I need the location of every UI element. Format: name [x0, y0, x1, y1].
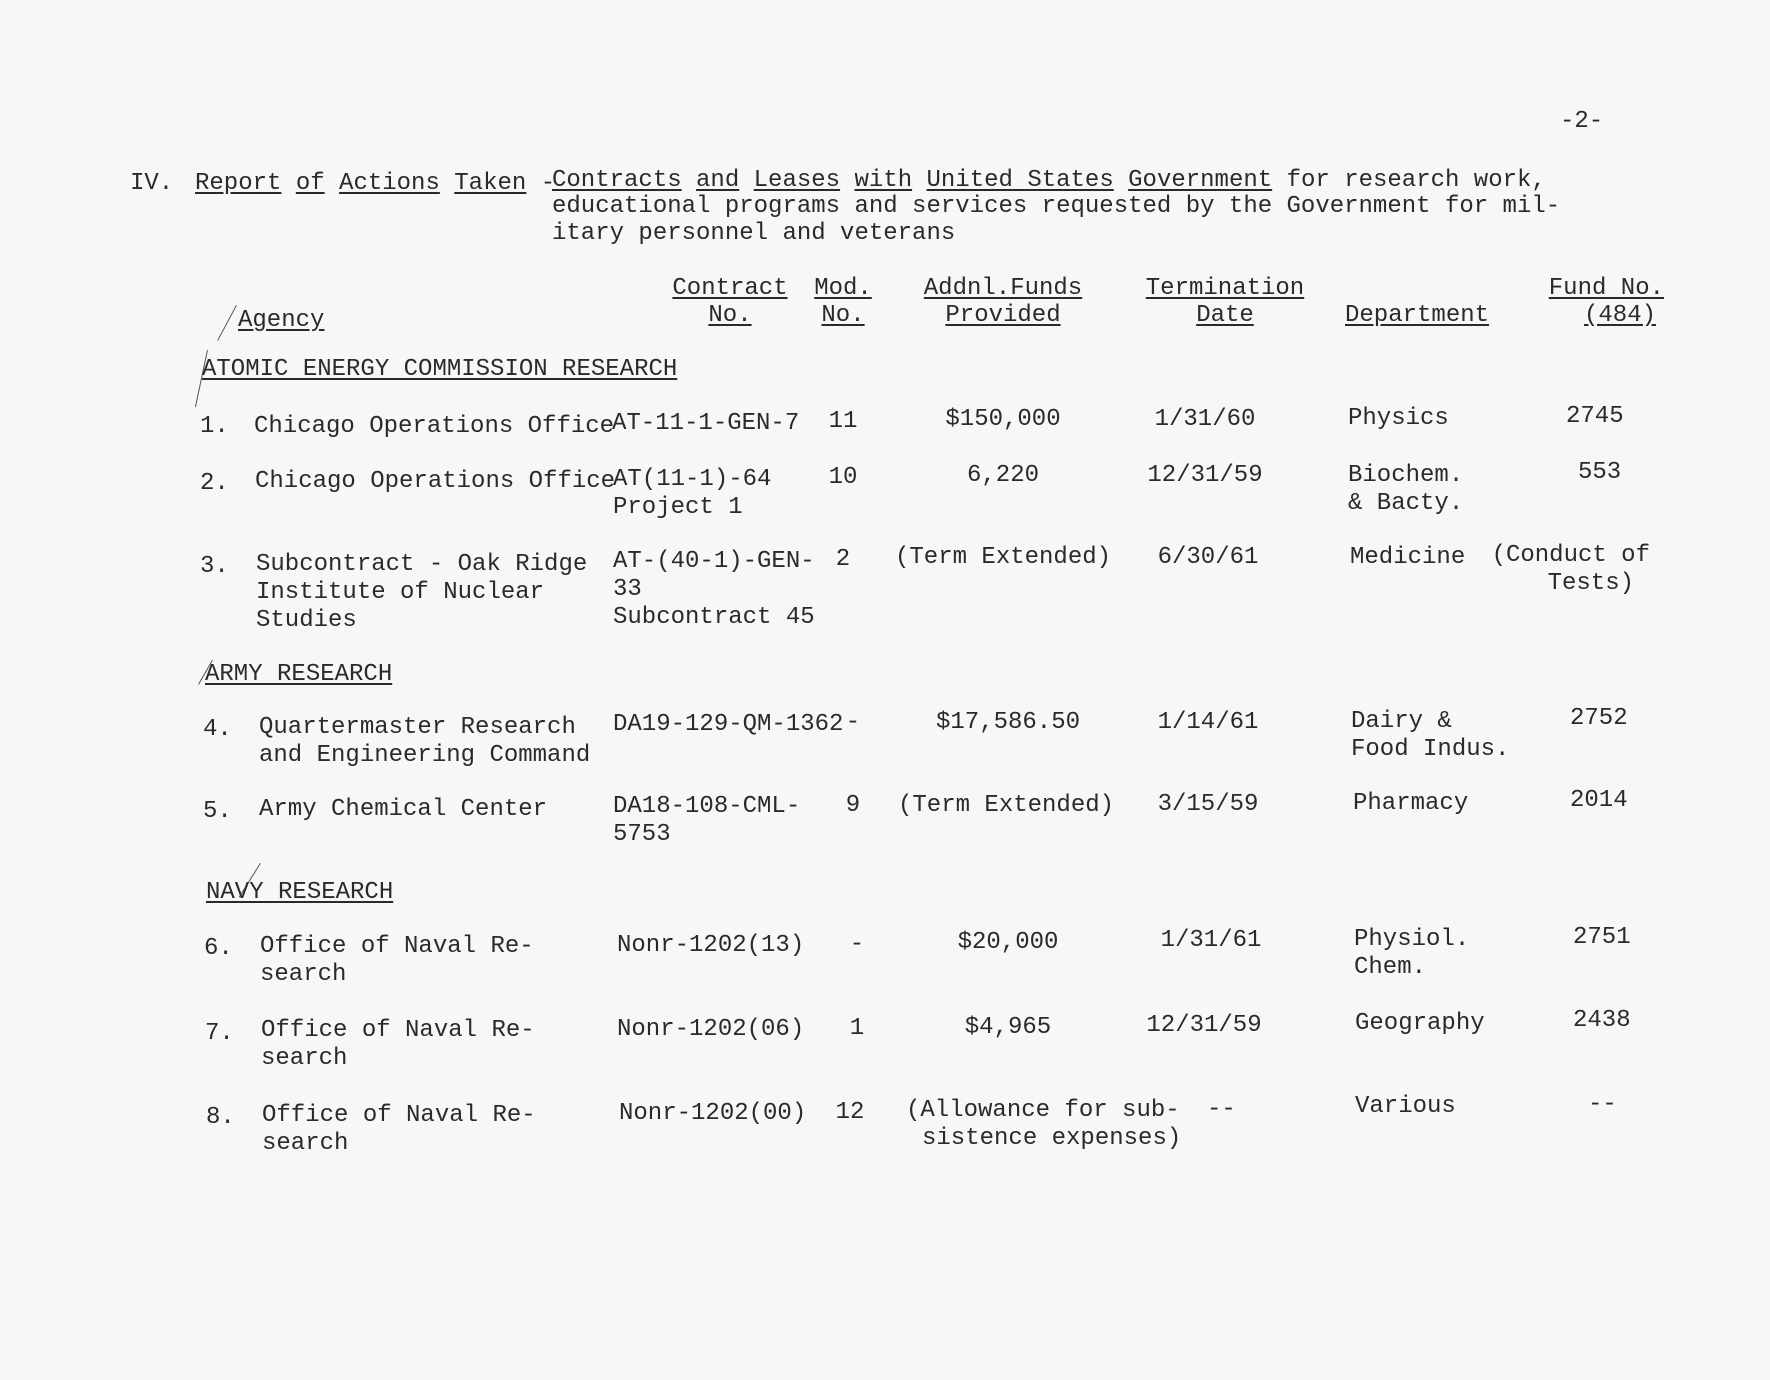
row-num: 3.	[200, 553, 229, 580]
row-fund-no-line: Tests)	[1547, 570, 1634, 597]
row-fund-no: 2014	[1570, 787, 1628, 814]
row-mod: 1	[849, 1015, 865, 1042]
row-agency: Army Chemical Center	[259, 796, 548, 823]
title-dash: -	[540, 170, 556, 197]
row-mod: 11	[828, 408, 858, 435]
row-agency-line: Office of Naval Re-	[261, 1017, 535, 1044]
row-termination: 1/31/61	[1160, 927, 1262, 954]
col-contract-line: No.	[708, 302, 752, 329]
row-agency	[260, 933, 534, 989]
row-agency-line: search	[262, 1130, 349, 1157]
row-department-line: Chem.	[1354, 954, 1427, 981]
col-mod-line: Mod.	[814, 275, 872, 302]
row-funds: (Term Extended)	[898, 792, 1115, 819]
title-word: Report	[195, 170, 282, 197]
row-department	[1354, 926, 1469, 982]
row-department	[1351, 708, 1509, 764]
row-fund-no: 2438	[1573, 1007, 1631, 1034]
row-termination: 12/31/59	[1147, 462, 1263, 489]
col-mod-line: No.	[821, 302, 865, 329]
subject-word: and	[696, 167, 740, 194]
title-word: Taken	[454, 170, 527, 197]
section-numeral: IV.	[130, 170, 174, 197]
row-agency: Chicago Operations Office	[255, 468, 616, 495]
row-mod: -	[845, 709, 861, 736]
report-title	[195, 170, 555, 198]
row-contract	[613, 793, 800, 849]
col-mod	[808, 275, 878, 329]
row-termination: 3/15/59	[1157, 791, 1259, 818]
check-mark	[217, 305, 237, 341]
group-heading-army: ARMY RESEARCH	[205, 661, 393, 688]
row-fund-no: 2745	[1566, 403, 1624, 430]
subject-word: with	[854, 167, 913, 194]
row-department-line: Dairy &	[1351, 708, 1452, 735]
row-agency	[259, 714, 590, 770]
row-department: Physics	[1348, 405, 1449, 432]
row-contract: Nonr-1202(00)	[619, 1100, 807, 1127]
row-agency-line: Subcontract - Oak Ridge	[256, 551, 588, 578]
row-department	[1348, 462, 1463, 518]
row-fund-no-line: (Conduct of	[1491, 542, 1650, 569]
row-mod: -	[849, 931, 865, 958]
row-funds: $4,965	[964, 1014, 1052, 1041]
row-contract-line: DA18-108-CML-	[613, 793, 801, 820]
row-contract: Nonr-1202(13)	[617, 932, 805, 959]
row-department: Medicine	[1350, 544, 1466, 571]
row-contract: AT-11-1-GEN-7	[612, 410, 800, 437]
row-department-line: & Bacty.	[1348, 490, 1464, 517]
row-funds: $17,586.50	[935, 709, 1081, 736]
row-agency-line: Studies	[256, 607, 357, 634]
report-subject-line-2: educational programs and services requested by the Government for mil-	[552, 193, 1561, 220]
row-num: 6.	[204, 935, 233, 962]
row-fund-no: 2751	[1573, 924, 1631, 951]
row-department-line: Biochem.	[1348, 462, 1464, 489]
row-agency-line: Office of Naval Re-	[262, 1102, 536, 1129]
report-subject-line-3: itary personnel and veterans	[552, 220, 956, 247]
row-department: Pharmacy	[1353, 790, 1469, 817]
col-funds	[918, 275, 1088, 329]
page-number: -2-	[1560, 108, 1604, 135]
row-num: 7.	[205, 1020, 234, 1047]
row-funds: 6,220	[966, 462, 1039, 489]
row-agency	[261, 1017, 535, 1073]
row-agency	[256, 551, 587, 635]
row-fund-no	[1490, 542, 1650, 598]
row-termination: 1/31/60	[1154, 406, 1256, 433]
row-fund-no: 553	[1578, 459, 1622, 486]
col-fund-no	[1520, 275, 1664, 329]
row-agency-line: search	[260, 961, 347, 988]
row-contract-line: 5753	[613, 821, 671, 848]
row-termination: 1/14/61	[1157, 709, 1259, 736]
row-funds: $150,000	[945, 406, 1061, 433]
col-fund-no-line: Fund No.	[1548, 275, 1664, 302]
group-heading-navy: NAVY RESEARCH	[206, 879, 394, 906]
row-contract-line: AT(11-1)-64	[613, 466, 772, 493]
row-contract-line: Project 1	[613, 494, 743, 521]
row-num: 5.	[203, 798, 232, 825]
subject-rest: for research work,	[1286, 167, 1546, 194]
row-funds-line: sistence expenses)	[922, 1125, 1182, 1152]
row-mod: 9	[845, 792, 861, 819]
col-contract	[665, 275, 795, 329]
row-termination: 12/31/59	[1146, 1012, 1262, 1039]
title-word: of	[295, 170, 325, 197]
row-contract-line: 33	[613, 576, 642, 603]
col-termination	[1130, 275, 1320, 329]
row-termination: 6/30/61	[1157, 544, 1259, 571]
subject-word: Contracts	[552, 167, 682, 194]
row-funds-line: (Allowance for sub-	[906, 1097, 1180, 1124]
row-contract	[613, 548, 815, 632]
row-num: 8.	[206, 1104, 235, 1131]
col-fund-no-line: (484)	[1583, 302, 1656, 329]
row-num: 4.	[203, 716, 232, 743]
group-heading-aec: ATOMIC ENERGY COMMISSION RESEARCH	[202, 356, 678, 383]
row-fund-no: 2752	[1570, 705, 1628, 732]
row-agency-line: search	[261, 1045, 348, 1072]
row-department-line: Food Indus.	[1351, 736, 1510, 763]
title-word: Actions	[339, 170, 440, 197]
row-funds: (Term Extended)	[895, 544, 1112, 571]
row-agency: Chicago Operations Office	[254, 413, 615, 440]
row-mod: 2	[835, 546, 851, 573]
row-contract-line: Subcontract 45	[613, 604, 815, 631]
row-department-line: Physiol.	[1354, 926, 1470, 953]
row-num: 2.	[200, 470, 229, 497]
report-subject-line-1	[552, 167, 1546, 195]
row-contract: DA19-129-QM-1362	[613, 711, 844, 738]
col-contract-line: Contract	[672, 275, 788, 302]
row-department: Geography	[1355, 1010, 1485, 1037]
row-contract	[613, 466, 771, 522]
row-termination: --	[1207, 1096, 1236, 1123]
subject-word: Government	[1128, 167, 1273, 194]
row-contract-line: AT-(40-1)-GEN-	[613, 548, 815, 575]
row-mod: 10	[828, 464, 858, 491]
row-agency-line: Office of Naval Re-	[260, 933, 534, 960]
col-department: Department	[1345, 302, 1490, 329]
row-fund-no: --	[1588, 1091, 1617, 1118]
row-agency	[262, 1102, 536, 1158]
row-funds: $20,000	[957, 929, 1059, 956]
row-funds	[906, 1097, 1181, 1153]
row-mod: 12	[835, 1099, 865, 1126]
col-termination-line: Termination	[1145, 275, 1305, 302]
row-agency-line: and Engineering Command	[259, 742, 591, 769]
col-agency: Agency	[238, 307, 325, 334]
row-agency-line: Institute of Nuclear	[256, 579, 545, 606]
col-termination-line: Date	[1196, 302, 1254, 329]
subject-word: United States	[926, 167, 1114, 194]
row-department: Various	[1355, 1093, 1456, 1120]
subject-word: Leases	[753, 167, 841, 194]
col-funds-line: Addnl.Funds	[923, 275, 1083, 302]
col-funds-line: Provided	[945, 302, 1061, 329]
row-num: 1.	[200, 413, 229, 440]
row-contract: Nonr-1202(06)	[617, 1016, 805, 1043]
row-agency-line: Quartermaster Research	[259, 714, 576, 741]
